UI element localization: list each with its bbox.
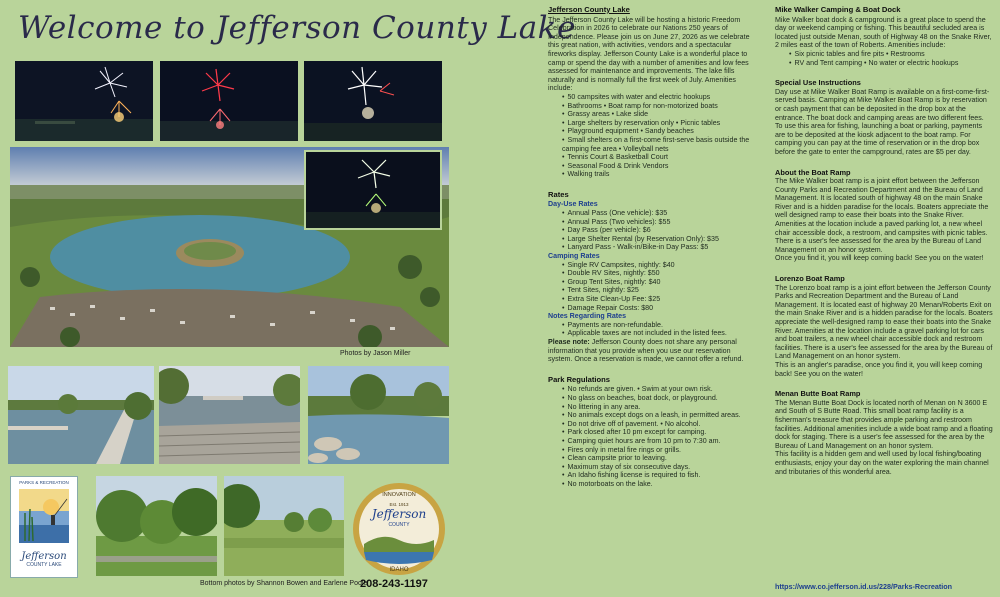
willow-trees-photo xyxy=(96,476,217,576)
text-column-1 xyxy=(548,6,753,488)
boat-ramp-photo xyxy=(159,366,300,464)
regulations-list xyxy=(548,385,753,488)
rate-item: • Damage Repair Costs: $80 xyxy=(562,304,753,313)
regulation-item: • Maximum stay of six consecutive days. xyxy=(562,463,753,472)
logo-card-script: Jefferson xyxy=(21,551,67,562)
seal-script: Jefferson xyxy=(371,507,427,521)
photo-credit-bottom: Bottom photos by Shannon Bowen and Earlene Poole xyxy=(200,580,368,587)
amenity-item: • Tennis Court & Basketball Court xyxy=(562,153,753,162)
rate-item: • Large Shelter Rental (by Reservation Only): $35 xyxy=(562,235,753,244)
privacy-note-text: Jefferson County does not share any personal information that you provide when you use our reservation system. Once a reservation is made, we cannot offer a refund. xyxy=(548,337,744,364)
notes-heading: Notes Regarding Rates xyxy=(548,312,627,321)
regulation-item: • No motorboats on the lake. xyxy=(562,480,753,489)
notes-list xyxy=(548,321,753,338)
amenity-item: • Walking trails xyxy=(562,170,753,179)
rate-item-text: Annual Pass (Two vehicles): $55 xyxy=(567,217,671,226)
lake-heading: Jefferson County Lake xyxy=(548,5,630,14)
day-use-heading: Day-Use Rates xyxy=(548,200,598,209)
amenity-item: • Grassy areas • Lake slide xyxy=(562,110,753,119)
amenity-item: • Playground equipment • Sandy beaches xyxy=(562,127,753,136)
regulation-item: • An Idaho fishing license is required to fish. xyxy=(562,471,753,480)
rate-item: • Annual Pass (One vehicle): $35 xyxy=(562,209,753,218)
note-item: • Applicable taxes are not included in the listed fees. xyxy=(562,329,753,338)
regulation-item: • No refunds are given. • Swim at your own risk. xyxy=(562,385,753,394)
lorenzo-body: The Lorenzo boat ramp is a joint effort between the Jefferson County Parks and Recreation Department and the Bureau of Land Management. It is located east of highway 20 Menan/Roberts Exit on the main Snake River and is a hidden paradise for the locals. Boaters appreciate the well-designed ramp to ease their boats into the Snake River. Amenities at the location include a gravel parking lot for cars and boat trailers, a new wheel chair accessible dock and restroom facilities. There is a user's fee assessed for the area by the Bureau of Land Management on an honor system. xyxy=(775,283,993,361)
fireworks-photo-1 xyxy=(15,61,153,141)
county-seal-icon xyxy=(352,482,446,576)
page-title: Welcome to Jefferson County Lake xyxy=(18,10,576,46)
rate-item: • Single RV Campsites, nightly: $40 xyxy=(562,261,753,270)
regulation-item: • Camping quiet hours are from 10 pm to 7:30 am. xyxy=(562,437,753,446)
regulation-item: • No glass on beaches, boat dock, or playground. xyxy=(562,394,753,403)
special-use-heading: Special Use Instructions xyxy=(775,78,861,88)
rate-item: • Tent Sites, nightly: $25 xyxy=(562,286,753,295)
lorenzo-heading: Lorenzo Boat Ramp xyxy=(775,274,845,284)
amenity-item: • Small shelters on a first-come first-serve basis outside the camping fee area • Volleyball nets xyxy=(562,136,753,153)
regulation-item: • Do not drive off of pavement. • No alcohol. xyxy=(562,420,753,429)
fireworks-photo-4 xyxy=(304,150,442,230)
text-column-2 xyxy=(775,6,993,476)
seal-est: Est. 1913 xyxy=(389,502,409,507)
privacy-note-label: Please note: xyxy=(548,337,590,346)
logo-card-top-text: PARKS & RECREATION xyxy=(19,480,69,485)
fisherman-icon xyxy=(11,485,77,547)
fireworks-photo-3 xyxy=(304,61,442,141)
logo-card-sub: COUNTY LAKE xyxy=(26,562,62,568)
lake-logo-card xyxy=(10,476,78,578)
amenity-item: • Seasonal Food & Drink Vendors xyxy=(562,162,753,171)
day-use-list xyxy=(548,209,753,252)
regulation-item: • Park closed after 10 pm except for camping. xyxy=(562,428,753,437)
rate-item: • Day Pass (per vehicle): $6 xyxy=(562,226,753,235)
regulation-item: • Clean campsite prior to leaving. xyxy=(562,454,753,463)
camping-rates-heading: Camping Rates xyxy=(548,252,600,261)
regulation-item: • No animals except dogs on a leash, in permitted areas. xyxy=(562,411,753,420)
regulation-item: • No littering in any area. xyxy=(562,403,753,412)
mike-walker-body: Mike Walker boat dock & campground is a great place to spend the day or weekend camping or fishing. This beautiful secluded area is located just outside Menan, south of Highway 48 on the Snake River, 2 miles east of the town of Roberts. Amenities include: xyxy=(775,15,992,50)
photo-credit-top: Photos by Jason Miller xyxy=(340,350,411,357)
lake-intro: The Jefferson County Lake will be hosting a historic Freedom Celebration in 2026 to celebrate our Nations 250 years of Independence. Please join us on June 27, 2026 as we celebrate this great nation, with activities, vendors and a spectacular fireworks display. Jefferson County Lake is a wonderful place to camp or spend the day with a number of amenities and low fees assessed for maintenance and improvements. The lake fills naturally and is normally full the first week of July. Amenities include: xyxy=(548,15,750,93)
special-use-body: Day use at Mike Walker Boat Ramp is available on a first-come-first-served basis. Camping at Mike Walker Boat Ramp is by reservation or cash payment that can be deposited in the drop box at the entrance. The boat dock and camping areas are two different fees. To use this area for fishing, launching a boat or parking, payments are to be deposited at the kiosk adjacent to the boat ramp. For camping you can pay at the time of reservation or in the drop box before the gate to enter the campground, rates are $5 per day. xyxy=(775,87,990,156)
menan-butte-heading: Menan Butte Boat Ramp xyxy=(775,389,861,399)
menan-butte-body: The Menan Butte Boat Dock is located north of Menan on N 3600 E and South of S Butte Road. This small boat ramp facility is a fisherman's treasure that provides ample parking and restroom facilities. Additional amenities include a wide boat ramp and a floating dock for staging. There is a user's fee assessed for the area by the Bureau of Land Management on an honor system. xyxy=(775,398,993,450)
regulation-item: • Fires only in metal fire rings or grills. xyxy=(562,446,753,455)
rocky-shore-photo xyxy=(308,366,449,464)
seal-ring-text: INNOVATION xyxy=(382,492,416,498)
rate-item: • Double RV Sites, nightly: $50 xyxy=(562,269,753,278)
parks-website-link[interactable]: https://www.co.jefferson.id.us/228/Parks-Recreation xyxy=(775,582,953,591)
boat-ramp-body: The Mike Walker boat ramp is a joint effort between the Jefferson County Parks and Recreation Department and the Bureau of Land Management. It is located south of highway 48 on the main Snake River and is a hidden paradise for the locals. Boaters appreciate the well designed ramp to ease their boats into the Snake River. Amenities at the location include a paved parking lot, a new wheel chair accessible dock, a restroom, and campsites with picnic tables. There is a user's fee assessed for the area by the Bureau of Land Management on an honor system. xyxy=(775,177,989,254)
rate-item: • Extra Site Clean-Up Fee: $25 xyxy=(562,295,753,304)
rate-item xyxy=(562,218,753,227)
boat-dock-photo xyxy=(8,366,154,464)
amenity-item: • Large shelters by reservation only • Picnic tables xyxy=(562,119,753,128)
rate-item: • Group Tent Sites, nightly: $40 xyxy=(562,278,753,287)
amenity-item: • 50 campsites with water and electric hookups xyxy=(562,93,753,102)
regulations-heading: Park Regulations xyxy=(548,374,611,384)
amenity-item: • RV and Tent camping • No water or electric hookups xyxy=(789,59,993,68)
lake-amenities-list xyxy=(548,93,753,179)
seal-county: COUNTY xyxy=(388,522,410,528)
mike-walker-heading: Mike Walker Camping & Boat Dock xyxy=(775,5,901,14)
camping-rates-list xyxy=(548,261,753,313)
park-lawn-photo xyxy=(224,476,344,576)
privacy-note xyxy=(548,338,753,364)
rates-heading: Rates xyxy=(548,189,569,199)
note-item: • Payments are non-refundable. xyxy=(562,321,753,330)
fireworks-photo-2 xyxy=(160,61,298,141)
boat-ramp-closing: Once you find it, you will keep coming back! See you on the water! xyxy=(775,254,984,263)
mike-walker-amenities xyxy=(775,50,993,67)
seal-state: IDAHO xyxy=(389,567,409,573)
menan-butte-closing: This facility is a hidden gem and well used by local fishing/boating enthusiasts, enjoy your day on the water exploring the main channel and tributaries of this wonderful area. xyxy=(775,450,989,476)
phone-number[interactable]: 208-243-1197 xyxy=(360,578,428,590)
boat-ramp-heading: About the Boat Ramp xyxy=(775,167,851,177)
amenity-item: • Bathrooms • Boat ramp for non-motorized boats xyxy=(562,102,753,111)
rate-item: • Lanyard Pass - Walk-in/Bike-in Day Pass: $5 xyxy=(562,243,753,252)
lorenzo-closing: This is an angler's paradise, once you find it, you will keep coming back! See you on the water! xyxy=(775,360,983,378)
amenity-item: • Six picnic tables and fire pits • Restrooms xyxy=(789,50,993,59)
